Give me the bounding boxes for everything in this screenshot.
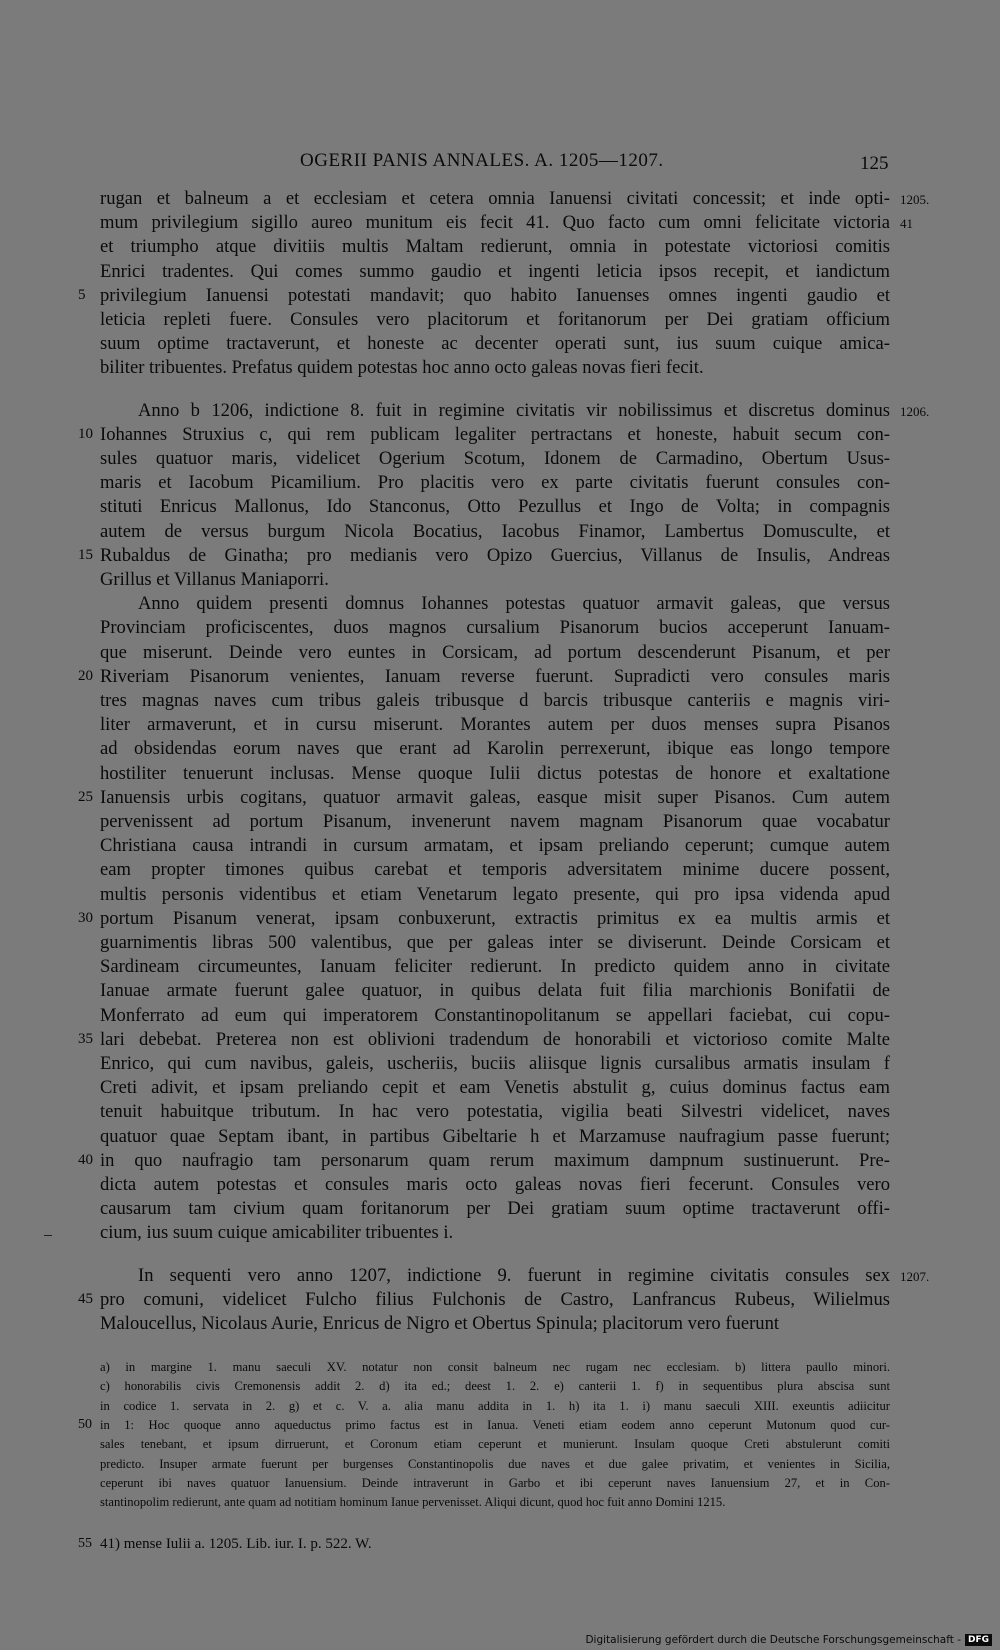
text-line: autem de versus burgum Nicola Bocatius, Iacobus Finamor, Lambertus Domusculte, et — [100, 520, 890, 542]
line-number: 5 — [78, 286, 86, 303]
text-line: In sequenti vero anno 1207, indictione 9. fuerunt in regimine civitatis consules sex — [138, 1264, 890, 1286]
text-line: portum Pisanum venerat, ipsam conbuxerunt, extractis primitus ex ea multis armis et — [100, 907, 890, 929]
footnote-line: predicto. Insuper armate fuerunt per burgenses Constantinopolis due naves et due galee privatim, et venientes in Sicilia, — [100, 1456, 890, 1471]
text-line: maris et Iacobum Picamilium. Pro placitis vero ex parte civitatis fuerunt consules con- — [100, 472, 890, 494]
text-line: ad obsidendas eorum naves que erant ad Karolin perrexerunt, ibique eas longo tempore — [100, 738, 890, 760]
text-line: Enrici tradentes. Qui comes summo gaudio et ingenti leticia ipsos recepit, et iandictum — [100, 260, 890, 282]
editor-note-line-number: 55 — [78, 1536, 92, 1551]
text-line: tres magnas naves cum tribus galeis tribusque d barcis tribusque canteriis e magnis viri- — [100, 690, 890, 711]
margin-year: 1207. — [900, 1268, 930, 1284]
line-number: 30 — [78, 909, 93, 926]
text-line: que miserunt. Deinde vero euntes in Corsicam, ad portum descenderunt Pisanum, et per — [100, 641, 890, 663]
page-number: 125 — [860, 153, 889, 174]
footnote-line: sales tenebant, et ipsum dirruerunt, et Coronum etiam ceperunt et munierunt. Insulam quoque Creti abstulerunt comiti — [100, 1437, 890, 1452]
text-line: Rubaldus de Ginatha; pro medianis vero Opizo Guercius, Villanus de Insulis, Andreas — [100, 544, 890, 566]
running-title: OGERII PANIS ANNALES. A. 1205—1207. — [300, 150, 664, 171]
text-line: leticia repleti fuere. Consules vero placitorum et foritanorum per Dei gratiam officium — [100, 309, 890, 330]
text-line: biliter tribuentes. Prefatus quidem potestas hoc anno octo galeas novas fieri fecit. — [100, 357, 704, 379]
footnote-line: c) honorabilis civis Cremonensis addit 2. d) ita ed.; deest 1. 2. e) canterii 1. f) in sequentibus plura abscisa sunt — [100, 1379, 890, 1394]
line-number: 35 — [78, 1030, 93, 1047]
margin-year: 41 — [900, 216, 913, 232]
text-line: quatuor quae Septam ibant, in partibus Gibeltarie h et Marzamuse naufragium passe fuerunt; — [100, 1125, 890, 1147]
line-number: 45 — [78, 1290, 93, 1307]
text-line: causarum tam civium quam foritanorum per Dei gratiam suum optime tractaverunt offi- — [100, 1198, 890, 1220]
text-line: Anno quidem presenti domnus Iohannes potestas quatuor armavit galeas, que versus — [138, 593, 890, 615]
text-line: hostiliter tenuerunt inclusas. Mense quoque Iulii dictus potestas de honore et exaltatione — [100, 762, 890, 784]
text-line: mum privilegium sigillo aureo munitum eis fecit 41. Quo facto cum omni felicitate victoria — [100, 212, 890, 234]
text-line: Ianuensis urbis cogitans, quatuor armavit galeas, easque misit super Pisanos. Cum autem — [100, 786, 890, 808]
text-line: rugan et balneum a et ecclesiam et cetera omnia Ianuensi civitati concessit; et inde opti- — [100, 188, 890, 209]
text-line: Monferrato ad eum qui imperatorem Constantinopolitanum se appellari faciebat, cui copu- — [100, 1004, 890, 1026]
text-line: stituti Enricus Mallonus, Ido Stanconus, Otto Pezullus et Ingo de Volta; in compagnis — [100, 496, 890, 518]
margin-mark — [44, 1235, 52, 1236]
line-number: 10 — [78, 425, 93, 442]
text-line: guarnimentis libras 500 valentibus, que per galeas inter se diviserunt. Deinde Corsicam et — [100, 932, 890, 953]
text-line: Creti adivit, et ipsam preliando cepit et eam Venetis abstulit g, cuius dominus factus eam — [100, 1077, 890, 1099]
footnote-line: ceperunt ibi naves quatuor Ianuensium. Deinde intraverunt in Garbo et ibi ceperunt naves Ianuensium 27, et in Con- — [100, 1475, 890, 1490]
text-line: in quo naufragio tam personarum quam rerum maximum dampnum sustinuerunt. Pre- — [100, 1149, 890, 1171]
text-line: lari debebat. Preterea non est oblivioni tradendum de honorabili et victorioso comite Malte — [100, 1028, 890, 1050]
dfg-logo: DFG — [965, 1634, 992, 1646]
text-line: sules quatuor maris, videlicet Ogerium Scotum, Idonem de Carmadino, Obertum Usus- — [100, 448, 890, 469]
text-line: Anno b 1206, indictione 8. fuit in regimine civitatis vir nobilissimus et discretus dominus — [138, 399, 890, 421]
text-line: liter armaverunt, et in cursu miserunt. Morantes autem per duos menses supra Pisanos — [100, 714, 890, 736]
text-line: Riveriam Pisanorum venientes, Ianuam reverse fuerunt. Supradicti vero consules maris — [100, 665, 890, 687]
text-line: privilegium Ianuensi potestati mandavit; quo habito Ianuenses omnes ingenti gaudio et — [100, 284, 890, 306]
text-line: Enrico, qui cum navibus, galeis, uscheriis, buciis aliisque lignis cursalibus armatis insulam f — [100, 1053, 890, 1074]
line-number: 40 — [78, 1151, 93, 1168]
text-line: Iohannes Struxius c, qui rem publicam legaliter pertractans et honeste, habuit secum con- — [100, 423, 890, 445]
text-line: et triumpho atque divitiis multis Maltam redierunt, omnia in potestate victoriosi comitis — [100, 236, 890, 258]
text-line: pro comuni, videlicet Fulcho filius Fulchonis de Castro, Lanfrancus Rubeus, Wilielmus — [100, 1288, 890, 1310]
text-line: Ianuae armate fuerunt galee quatuor, in quibus delata fuit filia marchionis Bonifatii de — [100, 980, 890, 1002]
footnote-line: stantinopolim redierunt, ante quam ad notitiam hominum Ianue pervenisset. Aliqui dicunt, quod hoc fuit anno Domini 1215. — [100, 1495, 726, 1510]
text-line: Sardineam circumeuntes, Ianuam feliciter redierunt. In predicto quidem anno in civitate — [100, 956, 890, 978]
line-number: 15 — [78, 546, 93, 563]
running-header — [0, 150, 1000, 180]
footnote-line: a) in margine 1. manu saeculi XV. notatur non consit balneum nec rugam nec ecclesiam. b) littera paullo minori. — [100, 1360, 890, 1374]
line-number: 50 — [78, 1416, 92, 1432]
margin-year: 1206. — [900, 403, 930, 419]
text-line: Maloucellus, Nicolaus Aurie, Enricus de Nigro et Obertus Spinula; placitorum vero fuerunt — [100, 1313, 780, 1334]
text-line: suum optime tractaverunt, et honeste ac decenter operati sunt, ius suum cuique amica- — [100, 333, 890, 355]
text-line: eam propter timones quibus carebat et temporis adversitatem minime ducere possent, — [100, 859, 890, 881]
text-line: pervenissent ad portum Pisanum, invenerunt navem magnam Pisanorum quae vocabatur — [100, 811, 890, 832]
text-line: cium, ius suum cuique amicabiliter tribuentes i. — [100, 1222, 454, 1244]
editor-note: 41) mense Iulii a. 1205. Lib. iur. I. p. 522. W. — [100, 1536, 372, 1552]
digitization-credit — [585, 1634, 992, 1646]
text-line: dicta autem potestas et consules maris octo galeas novas fieri fecerunt. Consules vero — [100, 1174, 890, 1195]
text-line: Christiana causa intrandi in cursum armatam, et ipsam preliando ceperunt; cumque autem — [100, 835, 890, 857]
margin-year: 1205. — [900, 192, 930, 207]
text-line: tenuit habuitque tributum. In hac vero potestatia, vigilia beati Silvestri videlicet, naves — [100, 1101, 890, 1123]
line-number: 20 — [78, 667, 93, 684]
text-line: Provinciam proficiscentes, duos magnos cursalium Pisanorum bucios acceperunt Ianuam- — [100, 617, 890, 639]
footnote-line: in codice 1. servata in 2. g) et c. V. a. alia manu addita in 1. h) ita 1. i) manu saeculi XIII. exeuntis adiicitur — [100, 1398, 890, 1413]
text-line: multis personis videntibus et etiam Venetarum legato presente, qui pro ipsa videnda apud — [100, 883, 890, 905]
text-line: Grillus et Villanus Maniaporri. — [100, 569, 329, 590]
footnote-line: in 1: Hoc quoque anno aqueductus primo factus est in Ianua. Veneti etiam eodem anno ceperunt Mutonum quod cur- — [100, 1417, 890, 1432]
line-number: 25 — [78, 788, 93, 805]
credit-text: Digitalisierung gefördert durch die Deutsche Forschungsgemeinschaft - — [585, 1634, 961, 1646]
